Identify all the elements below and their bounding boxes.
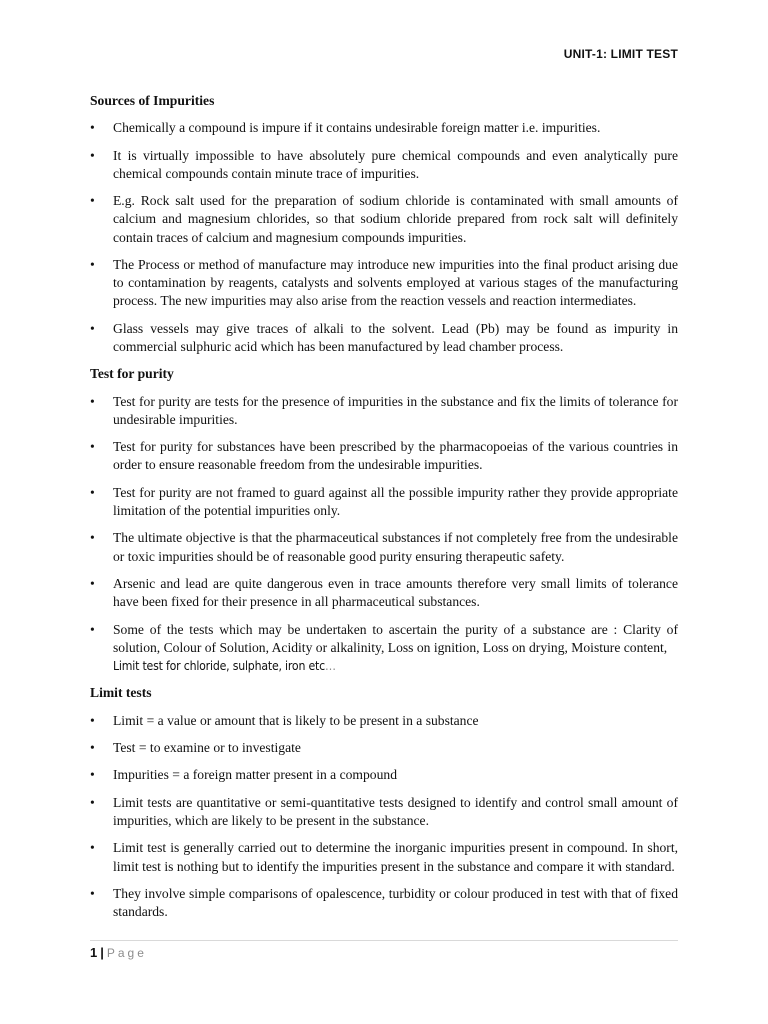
list-item: • Some of the tests which may be undertaken to ascertain the purity of a substance are : Clarity of solution, Colour of Solution, Acidity or alkalinity, Loss on ignition, Loss on drying, Moisture content, Limit test for chloride, sulphate, iron etc… [90,621,678,673]
list-item: • Impurities = a foreign matter present in a compound [90,766,678,784]
list-item-tail: Limit test for chloride, sulphate, iron etc [113,658,325,673]
footer-divider [90,940,678,941]
bullet-icon: • [90,840,95,856]
list-item: • Test for purity are tests for the presence of impurities in the substance and fix the limits of tolerance for undesirable impurities. [90,393,678,427]
bullet-icon: • [90,147,95,163]
list-item: • Test = to examine or to investigate [90,739,678,757]
list-item: • Limit test is generally carried out to determine the inorganic impurities present in compound. In short, limit test is nothing but to identify the impurities present in the substance and compare it with standard. [90,840,678,874]
document-body [90,92,678,931]
bullet-icon: • [90,193,95,209]
bullet-icon: • [90,256,95,272]
page-header-title: UNIT-1: LIMIT TEST [563,47,678,61]
bullet-icon: • [90,767,95,783]
bullet-icon: • [90,794,95,810]
list-item: • Limit = a value or amount that is likely to be present in a substance [90,712,678,730]
list-item: • E.g. Rock salt used for the preparation of sodium chloride is contaminated with small amounts of calcium and magnesium chlorides, so that sodium chloride prepared from rock salt will definitely contain traces of calcium and magnesium compounds impurities. [90,193,678,245]
bullet-icon: • [90,320,95,336]
bullet-icon: • [90,712,95,728]
page-label: Page [106,946,147,960]
page-number: 1 [90,945,98,960]
bullet-icon: • [90,885,95,901]
bullet-icon: • [90,393,95,409]
bullet-list-sources [90,119,678,356]
bullet-icon: • [90,484,95,500]
list-item: • Chemically a compound is impure if it contains undesirable foreign matter i.e. impurities. [90,119,678,137]
section-heading-test-for-purity: Test for purity [90,366,174,382]
bullet-icon: • [90,621,95,637]
list-item: • Test for purity are not framed to guard against all the possible impurity rather they provide appropriate limitation of the potential impurities only. [90,484,678,518]
list-item: • The Process or method of manufacture may introduce new impurities into the final product arising due to contamination by reagents, catalysts and solvents employed at various stages of the manufacturing process. The new impurities may also arise from the reaction vessels and reaction intermediates. [90,256,678,309]
list-item: • It is virtually impossible to have absolutely pure chemical compounds and even analytically pure chemical compounds contain minute trace of impurities. [90,147,678,181]
footer-separator: | [100,945,104,960]
bullet-list-test-for-purity [90,393,678,676]
list-item: • Test for purity for substances have been prescribed by the pharmacopoeias of the various countries in order to ensure reasonable freedom from the undesirable impurities. [90,439,678,473]
bullet-icon: • [90,439,95,455]
bullet-icon: • [90,739,95,755]
bullet-icon: • [90,530,95,546]
list-item: • They involve simple comparisons of opalescence, turbidity or colour produced in test with that of fixed standards. [90,885,678,920]
page-footer [90,945,147,960]
section-heading-sources: Sources of Impurities [90,93,215,108]
list-item: • Glass vessels may give traces of alkali to the solvent. Lead (Pb) may be found as impurity in commercial sulphuric acid which has been manufactured by lead chamber process. [90,320,678,354]
list-item: • Limit tests are quantitative or semi-quantitative tests designed to identify and control small amount of impurities, which are likely to be present in the substance. [90,794,678,828]
list-item: • Arsenic and lead are quite dangerous even in trace amounts therefore very small limits of tolerance have been fixed for their presence in all pharmaceutical substances. [90,575,678,610]
bullet-icon: • [90,575,95,591]
bullet-list-limit-tests [90,712,678,922]
bullet-icon: • [90,120,95,136]
list-item: • The ultimate objective is that the pharmaceutical substances if not completely free from the undesirable or toxic impurities should be of reasonable good purity ensuring therapeutic safety. [90,530,678,564]
list-item-ellipsis: … [324,658,336,673]
section-heading-limit-tests: Limit tests [90,685,152,701]
